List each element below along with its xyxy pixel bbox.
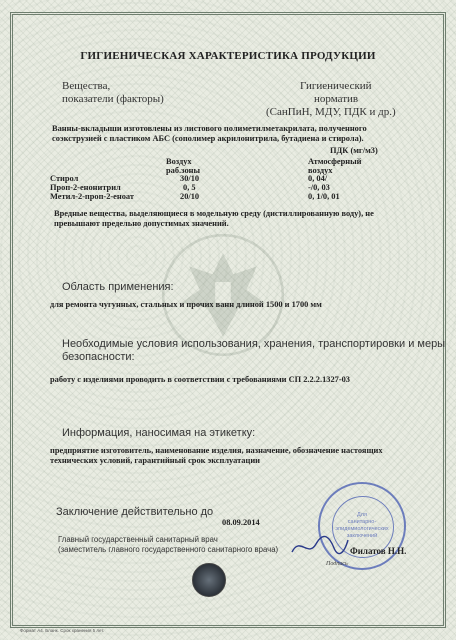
deputy-doctor-label: (заместитель главного государственного санитарного врача) bbox=[58, 545, 279, 554]
table-row-name: Стирол bbox=[50, 174, 79, 183]
product-description-line1: Ванны-вкладыши изготовлены из листового полиметилметакрилата, полученного bbox=[52, 124, 367, 133]
hologram-seal bbox=[192, 563, 226, 597]
official-stamp: Для санитарно- эпидемиологических заключений bbox=[318, 482, 406, 570]
product-description-line2: соэкструзией с пластиком АБС (сополимер акрилонитрила, бутадиена и стирола). bbox=[52, 134, 364, 143]
form-footer: Формат А4. Бланк. Срок хранения 5 лет. bbox=[20, 628, 105, 633]
chief-doctor-label: Главный государственный санитарный врач bbox=[58, 535, 218, 544]
norm-header-line2: норматив bbox=[314, 93, 359, 105]
signatory-name: Филатов Н.Н. bbox=[350, 546, 407, 556]
table-row-value-atmosphere: 0, 1/0, 01 bbox=[308, 192, 340, 201]
conditions-label-line1: Необходимые условия использования, хранения, транспортировки и меры bbox=[62, 338, 446, 350]
label-info-text-line1: предприятие изготовитель, наименование изделия, назначение, обозначение настоящих bbox=[50, 446, 383, 455]
norm-header-line3: (СанПиН, МДУ, ПДК и др.) bbox=[266, 106, 396, 118]
col2-header-line1: Атмосферный bbox=[308, 157, 362, 166]
table-row-value-atmosphere: 0, 04/ bbox=[308, 174, 328, 183]
table-row-value-work-zone: 0, 5 bbox=[183, 183, 196, 192]
validity-date: 08.09.2014 bbox=[222, 518, 260, 527]
pdk-header: ПДК (мг/м3) bbox=[330, 146, 378, 155]
scope-label: Область применения: bbox=[62, 281, 174, 293]
table-row-value-work-zone: 20/10 bbox=[180, 192, 200, 201]
col1-header-line2: раб.зоны bbox=[166, 166, 200, 175]
scope-text: для ремонта чугунных, стальных и прочих ванн длиной 1500 и 1700 мм bbox=[50, 300, 322, 309]
table-row-name: Метил-2-проп-2-еноат bbox=[50, 192, 134, 201]
substances-header-line2: показатели (факторы) bbox=[62, 93, 164, 105]
norm-header-line1: Гигиенический bbox=[300, 80, 372, 92]
document-title: ГИГИЕНИЧЕСКАЯ ХАРАКТЕРИСТИКА ПРОДУКЦИИ bbox=[80, 50, 376, 62]
conditions-label-line2: безопасности: bbox=[62, 351, 135, 363]
col2-header-line2: воздух bbox=[308, 166, 333, 175]
harmful-note-line1: Вредные вещества, выделяющиеся в модельную среду (дистиллированную воду), не bbox=[54, 209, 374, 218]
col1-header-line1: Воздух bbox=[166, 157, 192, 166]
conditions-text: работу с изделиями проводить в соответствии с требованиями СП 2.2.2.1327-03 bbox=[50, 375, 350, 384]
table-row-value-atmosphere: -/0, 03 bbox=[308, 183, 330, 192]
substances-header-line1: Вещества, bbox=[62, 80, 111, 92]
label-info-text-line2: технических условий, гарантийный срок эксплуатации bbox=[50, 456, 260, 465]
label-info-label: Информация, наносимая на этикетку: bbox=[62, 427, 256, 439]
table-row-name: Проп-2-енонитрил bbox=[50, 183, 121, 192]
harmful-note-line2: превышают предельно допустимых значений. bbox=[54, 219, 229, 228]
signature-caption: Подпись bbox=[326, 561, 348, 567]
handwritten-signature bbox=[290, 532, 350, 560]
table-row-value-work-zone: 30/10 bbox=[180, 174, 200, 183]
validity-label: Заключение действительно до bbox=[56, 506, 214, 518]
